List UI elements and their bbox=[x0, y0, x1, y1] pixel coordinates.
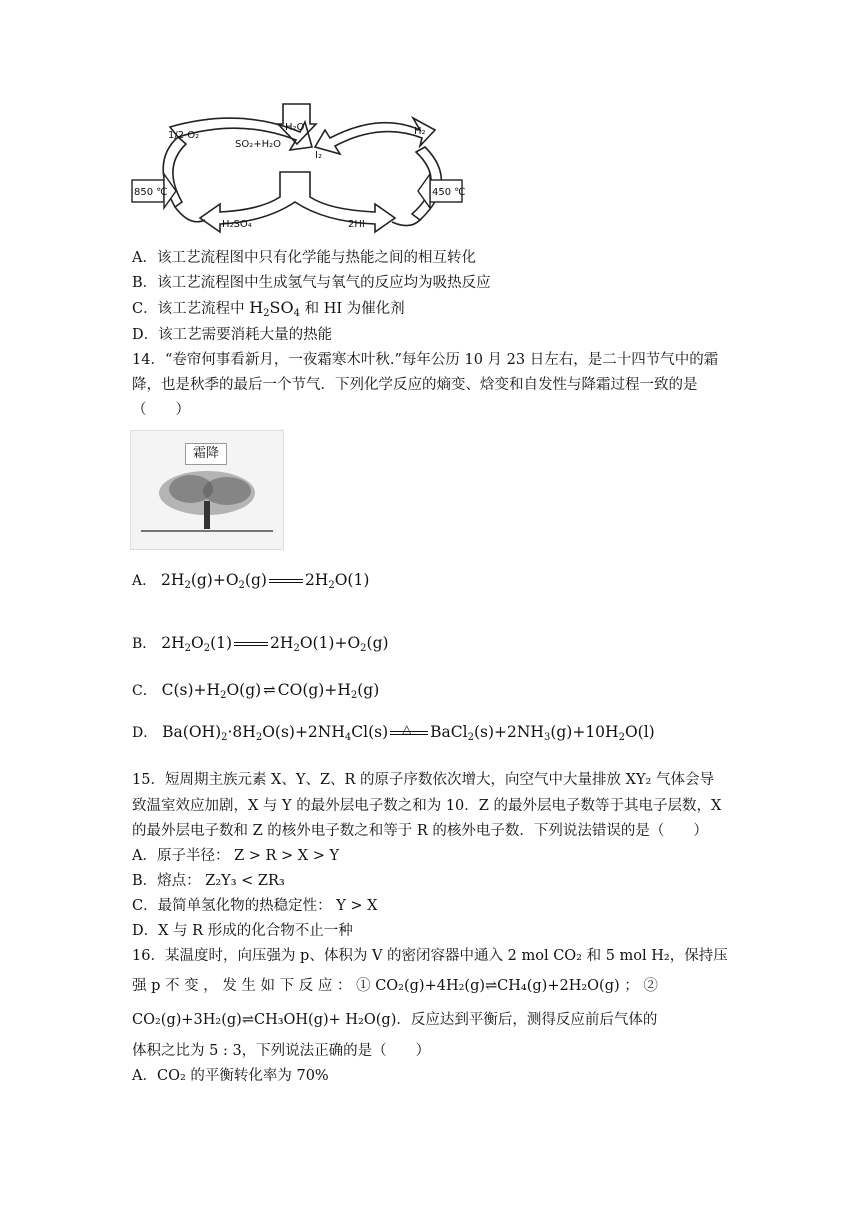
label-h2so4: H₂SO₄ bbox=[222, 219, 252, 230]
q14-line2: 降，也是秋季的最后一个节气．下列化学反应的熵变、焓变和自发性与降霜过程一致的是 bbox=[132, 377, 698, 393]
q15-line1: 15．短周期主族元素 X、Y、Z、R 的原子序数依次增大，向空气中大量排放 XY₂ 气体会导 bbox=[132, 772, 714, 788]
tree-icon bbox=[131, 431, 283, 549]
q15-option-a: A．原子半径： Z > R > X > Y bbox=[132, 848, 340, 864]
label-h2o: H₂O bbox=[285, 122, 305, 133]
label-h2: H₂ bbox=[414, 126, 426, 137]
label-850: 850 ℃ bbox=[134, 187, 168, 198]
q14-option-b-label: B． bbox=[132, 636, 157, 652]
label-450: 450 ℃ bbox=[432, 187, 465, 198]
q13-option-c: C．该工艺流程中 $H_2SO_4$ 和 HI 为催化剂 bbox=[132, 298, 405, 319]
q14-option-d-label: D． bbox=[132, 725, 158, 741]
q16-option-a: A．CO₂ 的平衡转化率为 70% bbox=[132, 1068, 329, 1084]
q14-option-c: C． $C(s)+H_2O(g)$ ⇌ $CO(g)+H_2(g)$ bbox=[132, 681, 380, 701]
thermochemical-cycle-diagram bbox=[130, 102, 465, 237]
label-i2: I₂ bbox=[315, 150, 322, 161]
q15-line3: 的最外层电子数和 Z 的核外电子数之和等于 R 的核外电子数．下列说法错误的是（ ） bbox=[132, 823, 708, 839]
q15-option-b: B．熔点： Z₂Y₃ < ZR₃ bbox=[132, 873, 285, 889]
q13-option-b: B．该工艺流程图中生成氢气与氧气的反应均为吸热反应 bbox=[132, 275, 491, 291]
q15-option-d: D．X 与 R 形成的化合物不止一种 bbox=[132, 923, 353, 939]
q16-line4: 体积之比为 5 : 3，下列说法正确的是（ ） bbox=[132, 1043, 431, 1059]
image-caption: 霜降 bbox=[185, 443, 227, 465]
q14-option-a: A． $2H_2(g)+O_2(g)$ $2H_2O(1)$ bbox=[132, 571, 370, 591]
q14-option-a-label: A． bbox=[132, 573, 157, 589]
q14-option-d: D． $Ba(OH)_2\cdot 8H_2O(s)+2NH_4Cl(s)$ △ $BaCl_2(s)+2NH_3(g)+10H_2O(l)$ bbox=[132, 722, 655, 743]
q16-line3: CO₂(g)+3H₂(g)⇌CH₃OH(g)+ H₂O(g)．反应达到平衡后，测得反应前后气体的 bbox=[132, 1012, 658, 1028]
label-2hi: 2HI bbox=[348, 219, 365, 230]
q14-option-c-label: C． bbox=[132, 683, 157, 699]
q16-line1: 16．某温度时，向压强为 p、体积为 V 的密闭容器中通入 2 mol CO₂ 和 5 mol H₂，保持压 bbox=[132, 948, 728, 964]
label-so2-h2o: SO₂+H₂O bbox=[235, 139, 282, 150]
q15-line2: 致温室效应加剧，X 与 Y 的最外层电子数之和为 10．Z 的最外层电子数等于其电子层数，X bbox=[132, 798, 722, 814]
q13-option-a: A．该工艺流程图中只有化学能与热能之间的相互转化 bbox=[132, 250, 476, 266]
q14-line3: （ ） bbox=[132, 402, 190, 418]
label-half-o2: 1/2 O₂ bbox=[168, 130, 200, 141]
q13-option-c-text-end: 和 HI 为催化剂 bbox=[299, 301, 405, 317]
frost-descent-image bbox=[130, 430, 284, 550]
q14-option-b: B． $2H_2O_2(1)$ $2H_2O(1)+O_2(g)$ bbox=[132, 634, 389, 654]
q16-line2: 强 p 不 变 ， 发 生 如 下 反 应 ： ① CO₂(g)+4H₂(g)⇌CH₄(g)+2H₂O(g) ； ② bbox=[132, 978, 658, 994]
q13-option-d: D．该工艺需要消耗大量的热能 bbox=[132, 327, 333, 343]
q13-option-c-text: C．该工艺流程中 bbox=[132, 301, 250, 317]
q15-option-c: C．最简单氢化物的热稳定性： Y > X bbox=[132, 898, 378, 914]
q14-line1: 14．“卷帘何事看新月，一夜霜寒木叶秋.”每年公历 10 月 23 日左右，是二十四节气中的霜 bbox=[132, 352, 719, 368]
